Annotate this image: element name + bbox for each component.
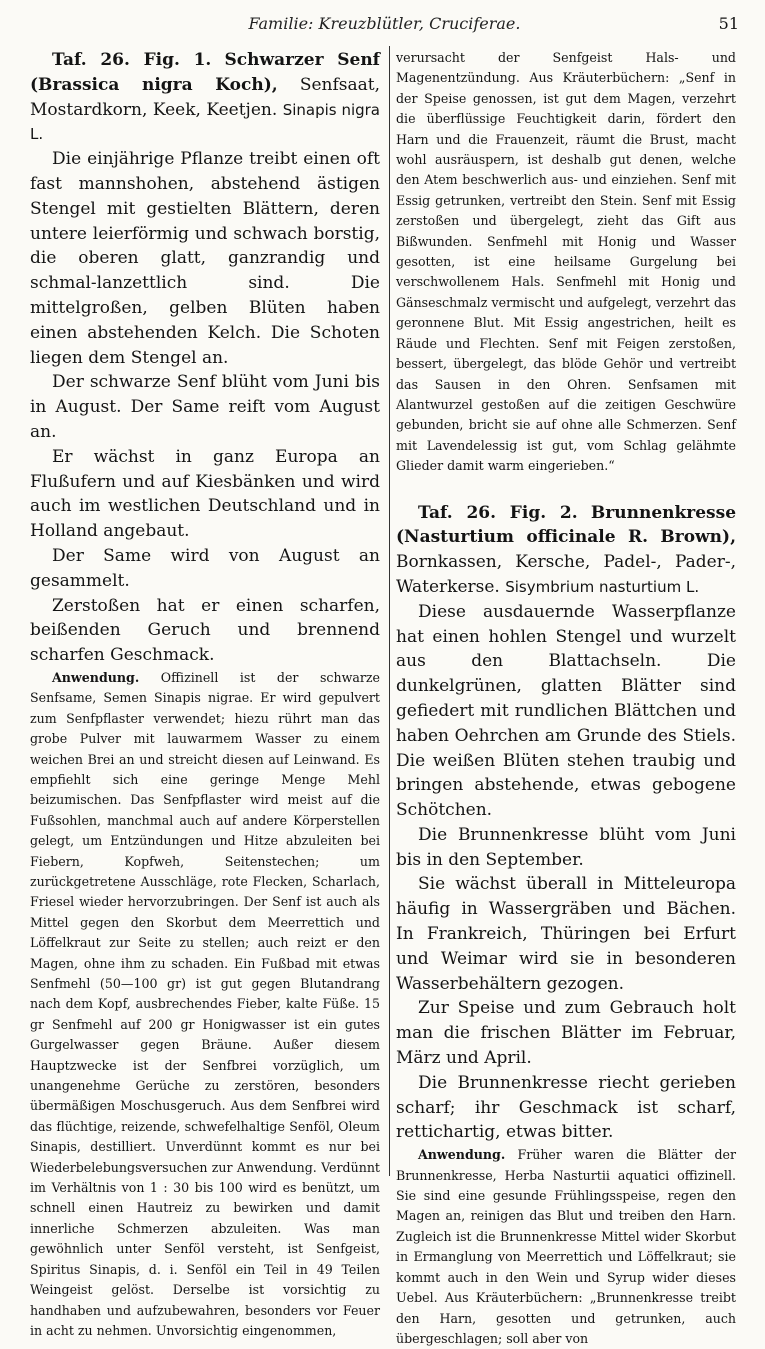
plant-name: Schwarzer Senf (Brassica nigra Koch), bbox=[30, 50, 380, 95]
harvest-paragraph: Zur Speise und zum Gebrauch holt man die frischen Blätter im Februar, März und April. bbox=[396, 998, 736, 1069]
latin-name: Sisymbrium nasturtium L. bbox=[505, 577, 700, 596]
synonyms: Senfsaat, Mostardkorn, Keek, Keetjen. bbox=[30, 74, 381, 120]
entry-heading-schwarzer-senf bbox=[30, 48, 380, 147]
usage-section bbox=[30, 668, 380, 1341]
running-title: Familie: Kreuzblütler, Cruciferae. bbox=[248, 14, 521, 33]
left-column bbox=[30, 48, 381, 1338]
bloom-paragraph: Der schwarze Senf blüht vom Juni bis in August. Der Same reift vom August an. bbox=[30, 372, 380, 442]
smell-paragraph: Zerstoßen hat er einen scharfen, beißenden Geruch und brennend scharfen Geschmack. bbox=[30, 595, 380, 666]
usage-heading: Anwendung. bbox=[52, 669, 140, 685]
harvest-paragraph: Der Same wird von August an gesammelt. bbox=[30, 545, 380, 591]
bloom-paragraph: Die Brunnenkresse blüht vom Juni bis in den September. bbox=[396, 824, 736, 870]
usage-text: Offizinell ist der schwarze Senfsame, Semen Sinapis nigrae. Er wird gepulvert zum Senfpflaster verwendet; hiezu rührt man das grobe Pulver mit lauwarmem Wasser zu einem weichen Brei an und streicht diesen auf Leinwand. Es empfiehlt sich eine geringe Menge Mehl beizumischen. Das Senfpflaster wird meist auf die Fußsohlen, manchmal auch auf andere Körperstellen gelegt, um Entzündungen und Hitze abzuleiten bei Fiebern, Kopfweh, Seitenstechen; um zurückgetretene Ausschläge, rote Flecken, Scharlach, Friesel wieder hervorzubringen. Der Senf ist auch als Mittel gegen den Skorbut dem Meerrettich und Löffelkraut zur Seite zu stellen; auch reizt er den Magen, ohne ihm zu schaden. Ein Fußbad mit etwas Senfmehl (50—100 gr) ist gut gegen Blutandrang nach dem Kopf, ausbrechendes Fieber, kalte Füße. 15 gr Senfmehl auf 200 gr Honigwasser ist ein gutes Gurgelwasser gegen Bräune. Außer diesem Hauptzwecke ist der Senfbrei vorzüglich, um unangenehme Gerüche zu zerstören, besonders übermäßigen Moschusgeruch. Aus dem Senfbrei wird das flüchtige, reizende, schwefelhaltige Senföl, Oleum Sinapis, destilliert. Unverdünnt kommt es nur bei Wiederbelebungsversuchen zur Anwendung. Verdünnt im Verhältnis von 1 : 30 bis 100 wird es benützt, um schnell einen Hautreiz zu bewirken und damit innerliche Schmerzen abzuleiten. Was man gewöhnlich unter Senföl versteht, ist Senfgeist, Spiritus Sinapis, d. i. Senföl ein Teil in 49 Teilen Weingeist gelöst. Derselbe ist vorsichtig zu handhaben und aufzubewahren, besonders vor Feuer in acht zu nehmen. Unvorsichtig eingenommen, bbox=[30, 669, 380, 1338]
latin-name: Sinapis nigra L. bbox=[30, 100, 380, 144]
plate-ref: Taf. 26. Fig. 1. bbox=[52, 50, 212, 70]
habitat-paragraph: Er wächst in ganz Europa an Flußufern und auf Kiesbänken und wird auch im westlichen Deutschland und in Holland angebaut. bbox=[30, 446, 380, 542]
continued-text: verursacht der Senfgeist Hals- und Magenentzündung. Aus Kräuterbüchern: „Senf in der Speise genossen, ist gut dem Magen, verzehrt die überflüssige Feuchtigkeit darin, fördert den Harn und die Frauenzeit, räumt die Brust, macht wohl ausräuspern, ist deshalb gut denen, welche den Atem beschwerlich aus- und einziehen. Senf mit Essig getrunken, vertreibt den Stein. Senf mit Essig zerstoßen und übergelegt, zieht das Gift aus Bißwunden. Senfmehl mit Honig und Wasser gesotten, ist eine heilsame Gurgelung bei verschwollenem Hals. Senfmehl mit Honig und Gänseschmalz vermischt und aufgelegt, verzehrt das geronnene Blut. Mit Essig angestrichen, heilt es Räude und Flechten. Senf mit Feigen zerstoßen, bessert, übergelegt, das blöde Gehör und vertreibt das Sausen in den Ohren. Senfsamen mit Alantwurzel gestoßen auf die zeitigen Geschwüre gebunden, bricht sie auf ohne alle Schmerzen. Senf mit Lavendelessig ist gut, vom Schlag gelähmte Glieder damit warm eingerieben.“ bbox=[396, 50, 736, 474]
habitat-paragraph: Sie wächst überall in Mitteleuropa häufig in Wassergräben und Bächen. In Frankreich, Thüringen bei Erfurt und Weimar wird sie in besonderen Wasserbehältern gezogen. bbox=[396, 874, 736, 994]
page-header bbox=[30, 14, 739, 42]
plate-ref: Taf. 26. Fig. 2. bbox=[418, 502, 578, 523]
description-paragraph: Diese ausdauernde Wasserpflanze hat einen hohlen Stengel und wurzelt aus den Blattachseln. Die dunkelgrünen, glatten Blätter sind gefiedert mit rundlichen Blättchen und haben Oehrchen am Grunde des Stiels. Die weißen Blüten stehen traubig und bringen abstehende, etwas gebogene Schötchen. bbox=[396, 601, 736, 821]
entry-heading-brunnenkresse bbox=[396, 501, 736, 600]
description-paragraph: Die einjährige Pflanze treibt einen oft fast mannshohen, abstehend ästigen Stengel mit gestielten Blättern, deren untere leierförmig und schwach borstig, die oberen glatt, ganzrandig und schmal-lanzettlich sind. Die mittelgroßen, gelben Blüten haben einen abstehenden Kelch. Die Schoten liegen dem Stengel an. bbox=[30, 149, 380, 368]
usage-heading: Anwendung. bbox=[418, 1147, 506, 1163]
page-number: 51 bbox=[718, 14, 739, 33]
column-divider bbox=[389, 46, 390, 1176]
smell-paragraph: Die Brunnenkresse riecht gerieben scharf; ihr Geschmack ist scharf, rettichartig, etwas bitter. bbox=[396, 1072, 736, 1143]
synonyms: Bornkassen, Kersche, Padel-, Pader-, Waterkerse. bbox=[396, 552, 736, 597]
right-column bbox=[396, 48, 737, 1346]
plant-name: Brunnenkresse (Nasturtium officinale R. Brown), bbox=[396, 502, 737, 548]
usage-section bbox=[396, 1145, 736, 1349]
section-gap bbox=[396, 477, 736, 501]
usage-text: Früher waren die Blätter der Brunnenkresse, Herba Nasturtii aquatici offizinell. Sie sind eine gesunde Frühlingsspeise, regen den Magen an, reinigen das Blut und treiben den Harn. Zugleich ist die Brunnenkresse Mittel wider Skorbut in Ermanglung von Meerrettich und Löffelkraut; sie kommt auch in den Wein und Syrup wider dieses Uebel. Aus Kräuterbüchern: „Brunnenkresse treibt den Harn, gesotten und getrunken, auch übergeschlagen; soll aber von bbox=[396, 1147, 736, 1346]
